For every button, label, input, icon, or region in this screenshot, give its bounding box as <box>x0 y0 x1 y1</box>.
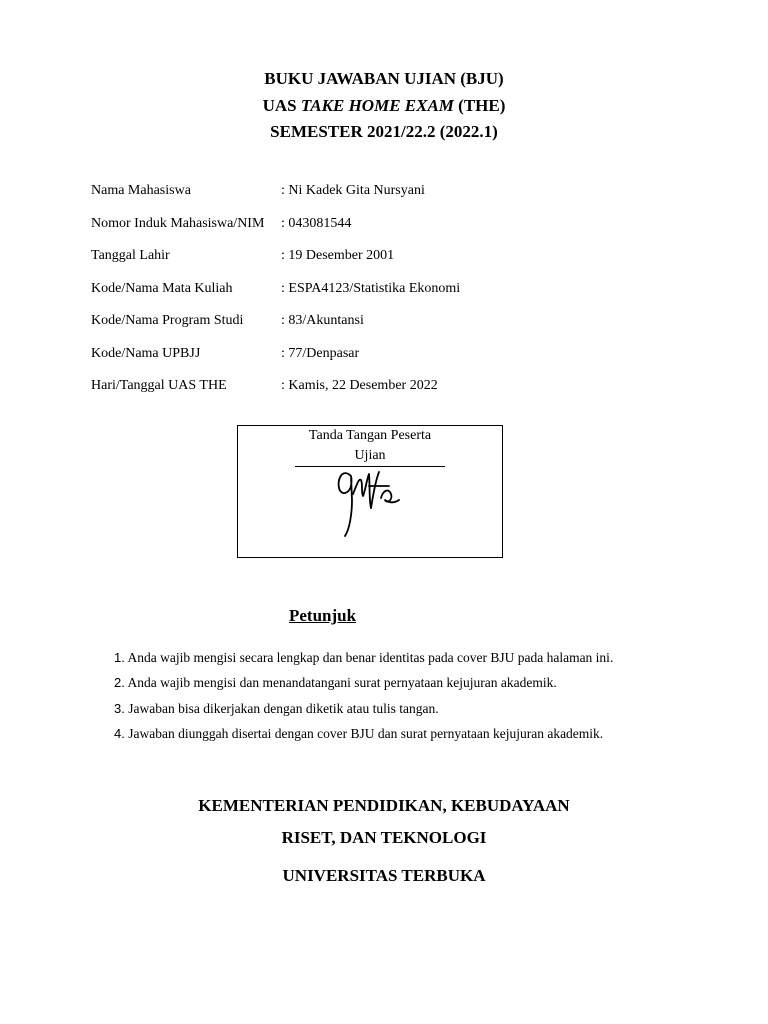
identity-value: : Kamis, 22 Desember 2022 <box>281 378 438 393</box>
signature-box-title: Tanda Tangan Peserta Ujian <box>295 426 445 467</box>
list-item-number: 2. <box>114 675 125 691</box>
footer-line-3: UNIVERSITAS TERBUKA <box>282 866 486 885</box>
list-item-text: Anda wajib mengisi dan menandatangani surat pernyataan kejujuran akademik. <box>127 675 557 691</box>
identity-row-course <box>91 279 731 312</box>
title-line-3: SEMESTER 2021/22.2 (2022.1) <box>270 122 498 141</box>
list-item <box>114 724 734 749</box>
title-line-2-italic: TAKE HOME EXAM <box>300 95 454 115</box>
list-item-text: Jawaban diunggah disertai dengan cover BJU dan surat pernyataan kejujuran akademik. <box>128 725 604 741</box>
list-item <box>114 673 734 698</box>
list-item <box>114 699 734 724</box>
identity-table <box>91 181 731 409</box>
instructions-list <box>114 648 734 749</box>
identity-label: Nomor Induk Mahasiswa/NIM <box>91 215 265 231</box>
title-line-2-prefix: UAS <box>262 95 301 115</box>
footer-line-2: RISET, DAN TEKNOLOGI <box>281 828 487 847</box>
list-item <box>114 648 734 673</box>
identity-row-birthdate <box>91 246 731 279</box>
signature-box <box>237 425 503 558</box>
list-item-text: Anda wajib mengisi secara lengkap dan benar identitas pada cover BJU pada halaman ini. <box>127 650 614 665</box>
identity-label: Tanggal Lahir <box>91 248 170 263</box>
instructions-heading: Petunjuk <box>289 606 357 625</box>
identity-value: : 19 Desember 2001 <box>281 248 395 263</box>
identity-label: Nama Mahasiswa <box>91 183 191 198</box>
identity-row-nim <box>91 214 731 247</box>
identity-label: Hari/Tanggal UAS THE <box>91 378 227 393</box>
identity-row-exam-date <box>91 376 731 409</box>
handwritten-signature <box>333 456 413 540</box>
identity-row-name <box>91 181 731 214</box>
list-item-number: 1. <box>114 650 125 665</box>
identity-row-program <box>91 311 731 344</box>
identity-label: Kode/Nama Program Studi <box>91 313 244 328</box>
identity-value: : ESPA4123/Statistika Ekonomi <box>281 280 461 296</box>
identity-value: : Ni Kadek Gita Nursyani <box>281 183 425 198</box>
institution-footer <box>0 790 768 892</box>
title-line-1: BUKU JAWABAN UJIAN (BJU) <box>264 69 504 88</box>
list-item-number: 3. <box>114 700 125 716</box>
list-item-text: Jawaban bisa dikerjakan dengan diketik atau tulis tangan. <box>128 700 439 716</box>
identity-row-upbjj <box>91 344 731 377</box>
title-line-2-suffix: (THE) <box>453 95 506 115</box>
identity-value: : 77/Denpasar <box>281 345 360 361</box>
identity-value: : 83/Akuntansi <box>281 313 364 328</box>
footer-line-1: KEMENTERIAN PENDIDIKAN, KEBUDAYAAN <box>198 796 570 815</box>
document-title <box>0 66 768 146</box>
identity-label: Kode/Nama Mata Kuliah <box>91 280 233 296</box>
identity-label: Kode/Nama UPBJJ <box>91 345 201 361</box>
list-item-number: 4. <box>114 725 125 741</box>
identity-value: : 043081544 <box>281 215 352 231</box>
title-line-2 <box>0 93 768 120</box>
